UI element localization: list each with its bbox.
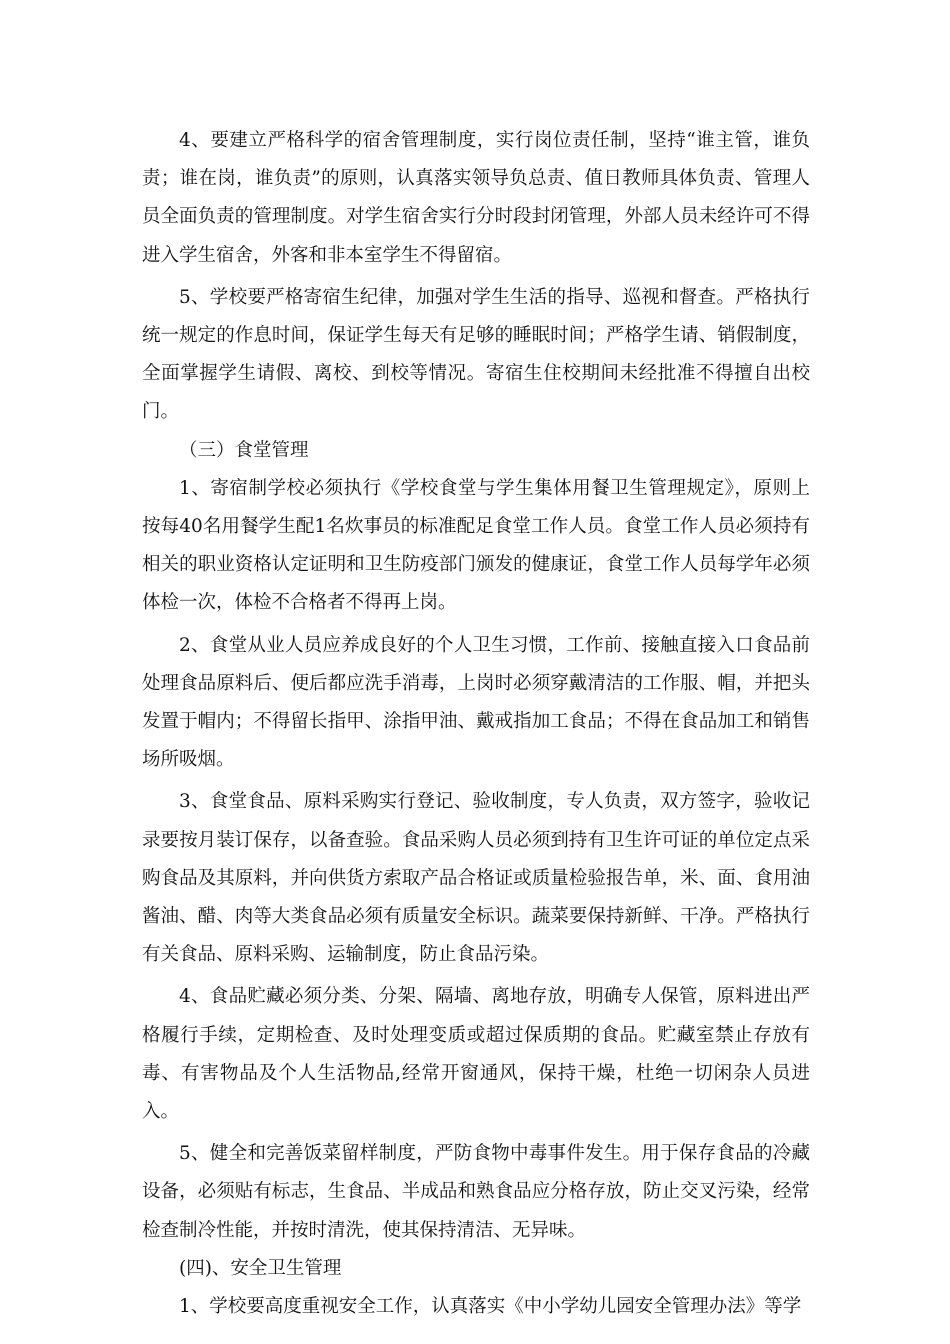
paragraph-food-storage: 4、食品贮藏必须分类、分架、隔墙、离地存放，明确专人保管，原料进出严格履行手续，定期检查、及时处理变质或超过保质期的食品。贮藏室禁止存放有毒、有害物品及个人生活物品,经常开窗通风，保持干燥，杜绝一切闲杂人员进入。 — [142, 986, 810, 1123]
section-heading-canteen-management: （三）食堂管理 — [179, 439, 309, 461]
paragraph-food-sample-retention: 5、健全和完善饭菜留样制度，严防食物中毒事件发生。用于保存食品的冷藏设备，必须贴有标志，生食品、半成品和熟食品应分格存放，防止交叉污染，经常检查制冷性能，并按时清洗，使其保持清洁、无异味。 — [142, 1143, 810, 1241]
paragraph-canteen-staffing: 1、寄宿制学校必须执行《学校食堂与学生集体用餐卫生管理规定》，原则上按每40名用餐学生配1名炊事员的标准配足食堂工作人员。食堂工作人员必须持有相关的职业资格认定证明和卫生防疫部门颁发的健康证，食堂工作人员每学年必须体检一次，体检不合格者不得再上岗。 — [142, 477, 810, 614]
document-page — [142, 122, 810, 1326]
paragraph-canteen-hygiene: 2、食堂从业人员应养成良好的个人卫生习惯，工作前、接触直接入口食品前处理食品原料后、便后都应洗手消毒，上岗时必须穿戴清洁的工作服、帽，并把头发置于帽内；不得留长指甲、涂指甲油、戴戒指加工食品；不得在食品加工和销售场所吸烟。 — [142, 634, 810, 771]
paragraph-safety-work: 1、学校要高度重视安全工作，认真落实《中小学幼儿园安全管理办法》等学 — [179, 1296, 802, 1318]
paragraph-dormitory-management-rule: 4、要建立严格科学的宿舍管理制度，实行岗位责任制，坚持“谁主管，谁负责；谁在岗，谁负责”的原则，认真落实领导负总责、值日教师具体负责、管理人员全面负责的管理制度。对学生宿舍实行分时段封闭管理，外部人员未经许可不得进入学生宿舍，外客和非本室学生不得留宿。 — [142, 130, 810, 266]
paragraph-food-procurement: 3、食堂食品、原料采购实行登记、验收制度，专人负责，双方签字，验收记录要按月装订保存，以备查验。食品采购人员必须到持有卫生许可证的单位定点采购食品及其原料，并向供货方索取产品合格证或质量检验报告单，米、面、食用油酱油、醋、肉等大类食品必须有质量安全标识。蔬菜要保持新鲜、干净。严格执行有关食品、原料采购、运输制度，防止食品污染。 — [142, 791, 810, 966]
section-heading-safety-hygiene: (四)、安全卫生管理 — [179, 1257, 342, 1279]
paragraph-boarder-discipline: 5、学校要严格寄宿生纪律，加强对学生生活的指导、巡视和督查。严格执行统一规定的作息时间，保证学生每天有足够的睡眠时间；严格学生请、销假制度，全面掌握学生请假、离校、到校等情况。寄宿生住校期间未经批准不得擅自出校门。 — [142, 286, 810, 423]
